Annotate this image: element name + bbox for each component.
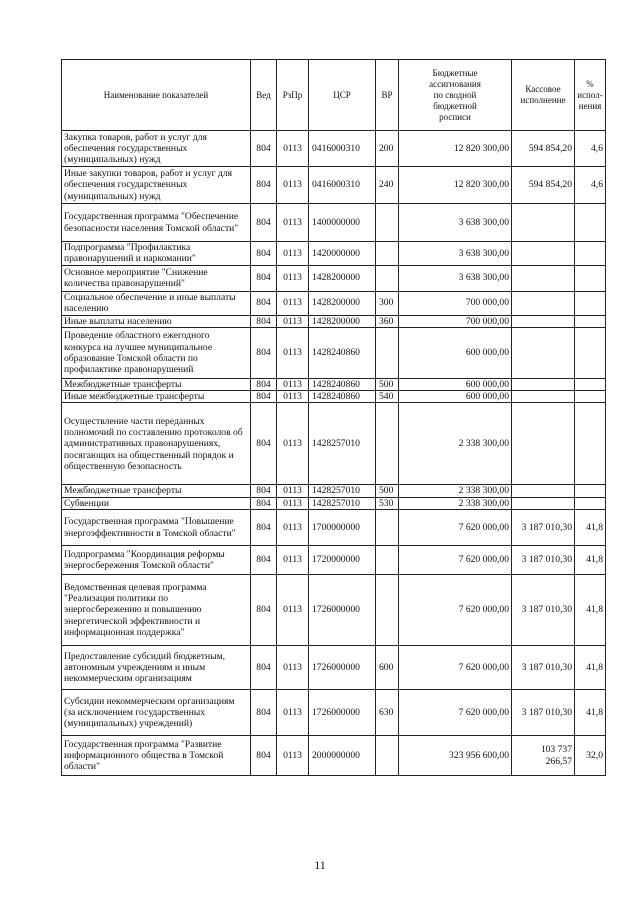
cell-pct <box>575 497 606 509</box>
cell-ved: 804 <box>251 736 277 776</box>
cell-vr: 240 <box>376 167 399 204</box>
cell-name: Субсидии некоммерческим организациям (за исключением государственных (муниципальных) учреждений) <box>62 690 251 736</box>
cell-rzpr: 0113 <box>277 378 309 390</box>
cell-csr: 1420000000 <box>309 242 376 266</box>
cell-name: Проведение областного ежегодного конкурса на лучшее муниципальное образование Томской области по профилактике правонарушений <box>62 327 251 378</box>
cell-vr: 540 <box>376 391 399 403</box>
cell-vr <box>376 575 399 646</box>
cell-vr: 300 <box>376 291 399 315</box>
cell-name: Иные межбюджетные трансферты <box>62 391 251 403</box>
cell-pct: 41,8 <box>575 690 606 736</box>
cell-name: Социальное обеспечение и иные выплаты населению <box>62 291 251 315</box>
cell-name: Закупка товаров, работ и услуг для обеспечения государственных (муниципальных) нужд <box>62 131 251 167</box>
cell-budget: 7 620 000,00 <box>399 646 512 690</box>
cell-csr: 1428200000 <box>309 291 376 315</box>
cell-cash <box>512 378 575 390</box>
header-rzpr: РзПр <box>277 60 309 131</box>
cell-cash <box>512 265 575 291</box>
table-row <box>62 736 606 776</box>
cell-rzpr: 0113 <box>277 497 309 509</box>
table-row <box>62 315 606 327</box>
cell-ved: 804 <box>251 291 277 315</box>
cell-pct: 32,0 <box>575 736 606 776</box>
cell-csr: 1428257010 <box>309 485 376 497</box>
header-pct: % испол-нения <box>575 60 606 131</box>
cell-rzpr: 0113 <box>277 131 309 167</box>
cell-name: Подпрограмма "Профилактика правонарушений и наркомании" <box>62 242 251 266</box>
cell-pct: 41,8 <box>575 546 606 575</box>
table-body <box>62 131 606 776</box>
cell-pct: 41,8 <box>575 510 606 546</box>
cell-rzpr: 0113 <box>277 291 309 315</box>
cell-rzpr: 0113 <box>277 485 309 497</box>
table-row <box>62 265 606 291</box>
cell-rzpr: 0113 <box>277 167 309 204</box>
cell-ved: 804 <box>251 131 277 167</box>
cell-vr <box>376 736 399 776</box>
cell-cash <box>512 391 575 403</box>
table-row <box>62 242 606 266</box>
cell-rzpr: 0113 <box>277 327 309 378</box>
cell-cash <box>512 497 575 509</box>
cell-csr: 0416000310 <box>309 167 376 204</box>
cell-vr: 530 <box>376 497 399 509</box>
cell-ved: 804 <box>251 242 277 266</box>
cell-name: Межбюджетные трансферты <box>62 485 251 497</box>
cell-pct <box>575 315 606 327</box>
cell-ved: 804 <box>251 690 277 736</box>
cell-pct <box>575 403 606 485</box>
cell-name: Государственная программа "Обеспечение безопасности населения Томской области" <box>62 204 251 242</box>
cell-ved: 804 <box>251 546 277 575</box>
cell-csr: 1400000000 <box>309 204 376 242</box>
table-row <box>62 403 606 485</box>
cell-pct <box>575 327 606 378</box>
cell-pct <box>575 485 606 497</box>
cell-cash <box>512 327 575 378</box>
cell-vr <box>376 327 399 378</box>
cell-vr: 360 <box>376 315 399 327</box>
cell-vr <box>376 242 399 266</box>
cell-budget: 7 620 000,00 <box>399 546 512 575</box>
cell-vr <box>376 403 399 485</box>
cell-budget: 600 000,00 <box>399 378 512 390</box>
cell-ved: 804 <box>251 575 277 646</box>
table-row <box>62 391 606 403</box>
cell-pct <box>575 204 606 242</box>
cell-rzpr: 0113 <box>277 510 309 546</box>
cell-cash <box>512 315 575 327</box>
cell-csr: 1726000000 <box>309 575 376 646</box>
table-row <box>62 510 606 546</box>
cell-rzpr: 0113 <box>277 204 309 242</box>
cell-budget: 7 620 000,00 <box>399 575 512 646</box>
cell-vr: 500 <box>376 485 399 497</box>
cell-pct <box>575 391 606 403</box>
cell-ved: 804 <box>251 327 277 378</box>
cell-rzpr: 0113 <box>277 242 309 266</box>
cell-ved: 804 <box>251 403 277 485</box>
cell-cash <box>512 291 575 315</box>
cell-vr <box>376 265 399 291</box>
cell-cash: 3 187 010,30 <box>512 575 575 646</box>
cell-cash: 594 854,20 <box>512 167 575 204</box>
cell-cash: 3 187 010,30 <box>512 546 575 575</box>
cell-rzpr: 0113 <box>277 315 309 327</box>
table-row <box>62 327 606 378</box>
cell-cash: 3 187 010,30 <box>512 646 575 690</box>
cell-pct: 41,8 <box>575 646 606 690</box>
table-row <box>62 485 606 497</box>
cell-csr: 1428200000 <box>309 315 376 327</box>
cell-vr: 600 <box>376 646 399 690</box>
table-row <box>62 167 606 204</box>
cell-csr: 0416000310 <box>309 131 376 167</box>
header-csr: ЦСР <box>309 60 376 131</box>
cell-pct: 41,8 <box>575 575 606 646</box>
cell-budget: 7 620 000,00 <box>399 510 512 546</box>
cell-budget: 600 000,00 <box>399 391 512 403</box>
cell-name: Иные выплаты населению <box>62 315 251 327</box>
table-row <box>62 546 606 575</box>
cell-budget: 700 000,00 <box>399 291 512 315</box>
cell-ved: 804 <box>251 265 277 291</box>
cell-cash <box>512 403 575 485</box>
cell-budget: 2 338 300,00 <box>399 497 512 509</box>
cell-csr: 1700000000 <box>309 510 376 546</box>
cell-budget: 323 956 600,00 <box>399 736 512 776</box>
cell-name: Подпрограмма "Координация реформы энергосбережения Томской области" <box>62 546 251 575</box>
cell-name: Основное мероприятие "Снижение количества правонарушений" <box>62 265 251 291</box>
cell-csr: 1428240860 <box>309 327 376 378</box>
cell-budget: 700 000,00 <box>399 315 512 327</box>
cell-cash <box>512 485 575 497</box>
cell-pct <box>575 378 606 390</box>
cell-ved: 804 <box>251 391 277 403</box>
cell-ved: 804 <box>251 646 277 690</box>
cell-name: Государственная программа "Повышение энергоэффективности в Томской области" <box>62 510 251 546</box>
cell-ved: 804 <box>251 167 277 204</box>
cell-budget: 7 620 000,00 <box>399 690 512 736</box>
cell-cash: 103 737 266,57 <box>512 736 575 776</box>
cell-budget: 12 820 300,00 <box>399 167 512 204</box>
header-vr: ВР <box>376 60 399 131</box>
cell-pct <box>575 242 606 266</box>
cell-rzpr: 0113 <box>277 646 309 690</box>
cell-name: Иные закупки товаров, работ и услуг для обеспечения государственных (муниципальных) нужд <box>62 167 251 204</box>
cell-pct: 4,6 <box>575 167 606 204</box>
cell-vr <box>376 546 399 575</box>
cell-budget: 2 338 300,00 <box>399 485 512 497</box>
cell-vr <box>376 510 399 546</box>
page-number: 11 <box>314 858 326 872</box>
cell-vr: 630 <box>376 690 399 736</box>
cell-rzpr: 0113 <box>277 546 309 575</box>
cell-cash: 3 187 010,30 <box>512 690 575 736</box>
cell-csr: 1720000000 <box>309 546 376 575</box>
cell-csr: 1726000000 <box>309 646 376 690</box>
cell-pct: 4,6 <box>575 131 606 167</box>
cell-csr: 1428257010 <box>309 403 376 485</box>
cell-rzpr: 0113 <box>277 403 309 485</box>
cell-name: Межбюджетные трансферты <box>62 378 251 390</box>
budget-execution-table <box>61 59 606 776</box>
cell-pct <box>575 291 606 315</box>
table-row <box>62 497 606 509</box>
cell-budget: 12 820 300,00 <box>399 131 512 167</box>
cell-rzpr: 0113 <box>277 690 309 736</box>
cell-name: Субвенции <box>62 497 251 509</box>
cell-ved: 804 <box>251 497 277 509</box>
cell-name: Осуществление части переданных полномочий по составлению протоколов об административных правонарушениях, посягающих на общественный порядок и общественную безопасность <box>62 403 251 485</box>
cell-name: Государственная программа "Развитие информационного общества в Томской области" <box>62 736 251 776</box>
cell-pct <box>575 265 606 291</box>
cell-cash: 3 187 010,30 <box>512 510 575 546</box>
cell-budget: 2 338 300,00 <box>399 403 512 485</box>
cell-rzpr: 0113 <box>277 391 309 403</box>
cell-csr: 1428240860 <box>309 378 376 390</box>
cell-cash: 594 854,20 <box>512 131 575 167</box>
cell-rzpr: 0113 <box>277 575 309 646</box>
cell-ved: 804 <box>251 378 277 390</box>
table-row <box>62 131 606 167</box>
cell-vr <box>376 204 399 242</box>
cell-rzpr: 0113 <box>277 265 309 291</box>
cell-ved: 804 <box>251 510 277 546</box>
cell-csr: 1428257010 <box>309 497 376 509</box>
cell-name: Предоставление субсидий бюджетным, автономным учреждениям и иным некоммерческим организациям <box>62 646 251 690</box>
cell-csr: 2000000000 <box>309 736 376 776</box>
cell-csr: 1428200000 <box>309 265 376 291</box>
cell-csr: 1726000000 <box>309 690 376 736</box>
header-ved: Вед <box>251 60 277 131</box>
cell-ved: 804 <box>251 485 277 497</box>
cell-budget: 3 638 300,00 <box>399 265 512 291</box>
table-row <box>62 646 606 690</box>
cell-cash <box>512 242 575 266</box>
header-cash: Кассовое исполнение <box>512 60 575 131</box>
cell-name: Ведомственная целевая программа "Реализация политики по энергосбережению и повышению энергетической эффективности и информационная поддержка" <box>62 575 251 646</box>
cell-ved: 804 <box>251 315 277 327</box>
cell-vr: 200 <box>376 131 399 167</box>
header-name: Наименование показателей <box>62 60 251 131</box>
cell-budget: 3 638 300,00 <box>399 204 512 242</box>
cell-cash <box>512 204 575 242</box>
table-row <box>62 378 606 390</box>
table-row <box>62 690 606 736</box>
cell-ved: 804 <box>251 204 277 242</box>
cell-csr: 1428240860 <box>309 391 376 403</box>
header-budget: Бюджетные ассигнования по сводной бюджетной росписи <box>399 60 512 131</box>
table-row <box>62 575 606 646</box>
cell-rzpr: 0113 <box>277 736 309 776</box>
cell-budget: 600 000,00 <box>399 327 512 378</box>
cell-budget: 3 638 300,00 <box>399 242 512 266</box>
table-row <box>62 204 606 242</box>
table-header-row <box>62 60 606 131</box>
table-row <box>62 291 606 315</box>
budget-table-sheet <box>61 59 605 776</box>
cell-vr: 500 <box>376 378 399 390</box>
